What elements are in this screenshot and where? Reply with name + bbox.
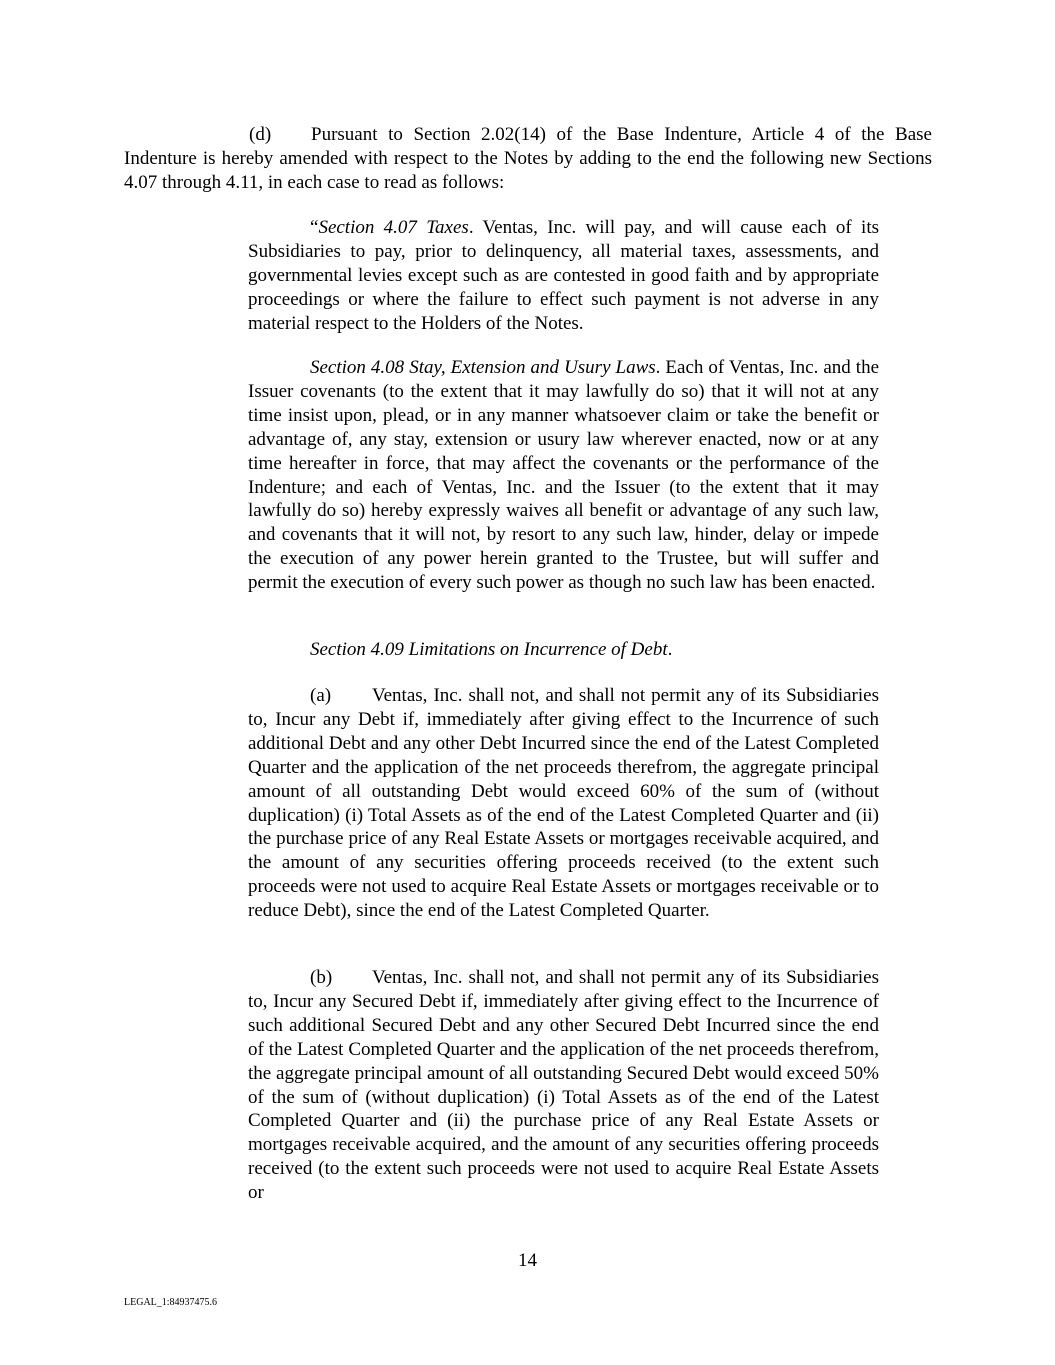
page-number: 14 <box>518 1250 537 1271</box>
paragraph-d-marker: (d) <box>249 124 272 145</box>
section-4-08-heading-period: . <box>655 357 661 378</box>
paragraph-d <box>124 123 932 195</box>
section-4-09-clause-b <box>248 966 879 1205</box>
clause-a-marker: (a) <box>310 685 332 706</box>
section-4-08-heading: Section 4.08 Stay, Extension and Usury Laws <box>310 357 656 378</box>
clause-b-marker: (b) <box>310 967 333 988</box>
section-4-09-heading-period: . <box>667 639 673 660</box>
section-4-07-body: Ventas, Inc. will pay, and will cause each of its Subsidiaries to pay, prior to delinquency, all material taxes, assessments, and governmental levies except such as are contested in good faith and by appropriate proceedings or where the failure to effect such payment is not adverse in any material respect to the Holders of the Notes. <box>248 217 879 334</box>
section-4-09-heading: Section 4.09 Limitations on Incurrence of Debt <box>310 639 668 660</box>
section-4-07 <box>248 216 879 336</box>
section-4-09-clause-a <box>248 684 879 923</box>
section-4-09-heading-line <box>248 638 879 662</box>
section-4-08 <box>248 356 879 595</box>
clause-a-text: Ventas, Inc. shall not, and shall not permit any of its Subsidiaries to, Incur any Debt if, immediately after giving effect to the Incurrence of such additional Debt and any other Debt Incurred since the end of the Latest Completed Quarter and the application of the net proceeds therefrom, the aggregate principal amount of all outstanding Debt would exceed 60% of the sum of (without duplication) (i) Total Assets as of the end of the Latest Completed Quarter and (ii) the purchase price of any Real Estate Assets or mortgages receivable acquired, and the amount of any securities offering proceeds received (to the extent such proceeds were not used to acquire Real Estate Assets or mortgages receivable or to reduce Debt), since the end of the Latest Completed Quarter. <box>248 685 879 922</box>
clause-b-text: Ventas, Inc. shall not, and shall not permit any of its Subsidiaries to, Incur any Secured Debt if, immediately after giving effect to the Incurrence of such additional Secured Debt and any other Secured Debt Incurred since the end of the Latest Completed Quarter and the application of the net proceeds therefrom, the aggregate principal amount of all outstanding Secured Debt would exceed 50% of the sum of (without duplication) (i) Total Assets as of the end of the Latest Completed Quarter and (ii) the purchase price of any Real Estate Assets or mortgages receivable acquired, and the amount of any securities offering proceeds received (to the extent such proceeds were not used to acquire Real Estate Assets or <box>248 967 879 1204</box>
open-quote: “ <box>310 217 319 238</box>
document-id: LEGAL_1:84937475.6 <box>124 1297 218 1308</box>
section-4-07-heading-period: . <box>468 217 474 238</box>
section-4-08-body: Each of Ventas, Inc. and the Issuer covenants (to the extent that it may lawfully do so) that it will not at any time insist upon, plead, or in any manner whatsoever claim or take the benefit or advantage of, any stay, extension or usury law wherever enacted, now or at any time hereafter in force, that may affect the covenants or the performance of the Indenture; and each of Ventas, Inc. and the Issuer (to the extent that it may lawfully do so) hereby expressly waives all benefit or advantage of any such law, and covenants that it will not, by resort to any such law, hinder, delay or impede the execution of any power herein granted to the Trustee, but will suffer and permit the execution of every such power as though no such law has been enacted. <box>248 357 880 594</box>
paragraph-d-text: Pursuant to Section 2.02(14) of the Base Indenture, Article 4 of the Base Indenture is hereby amended with respect to the Notes by adding to the end the following new Sections 4.07 through 4.11, in each case to read as follows: <box>124 124 932 193</box>
section-4-07-heading: Section 4.07 Taxes <box>318 217 469 238</box>
